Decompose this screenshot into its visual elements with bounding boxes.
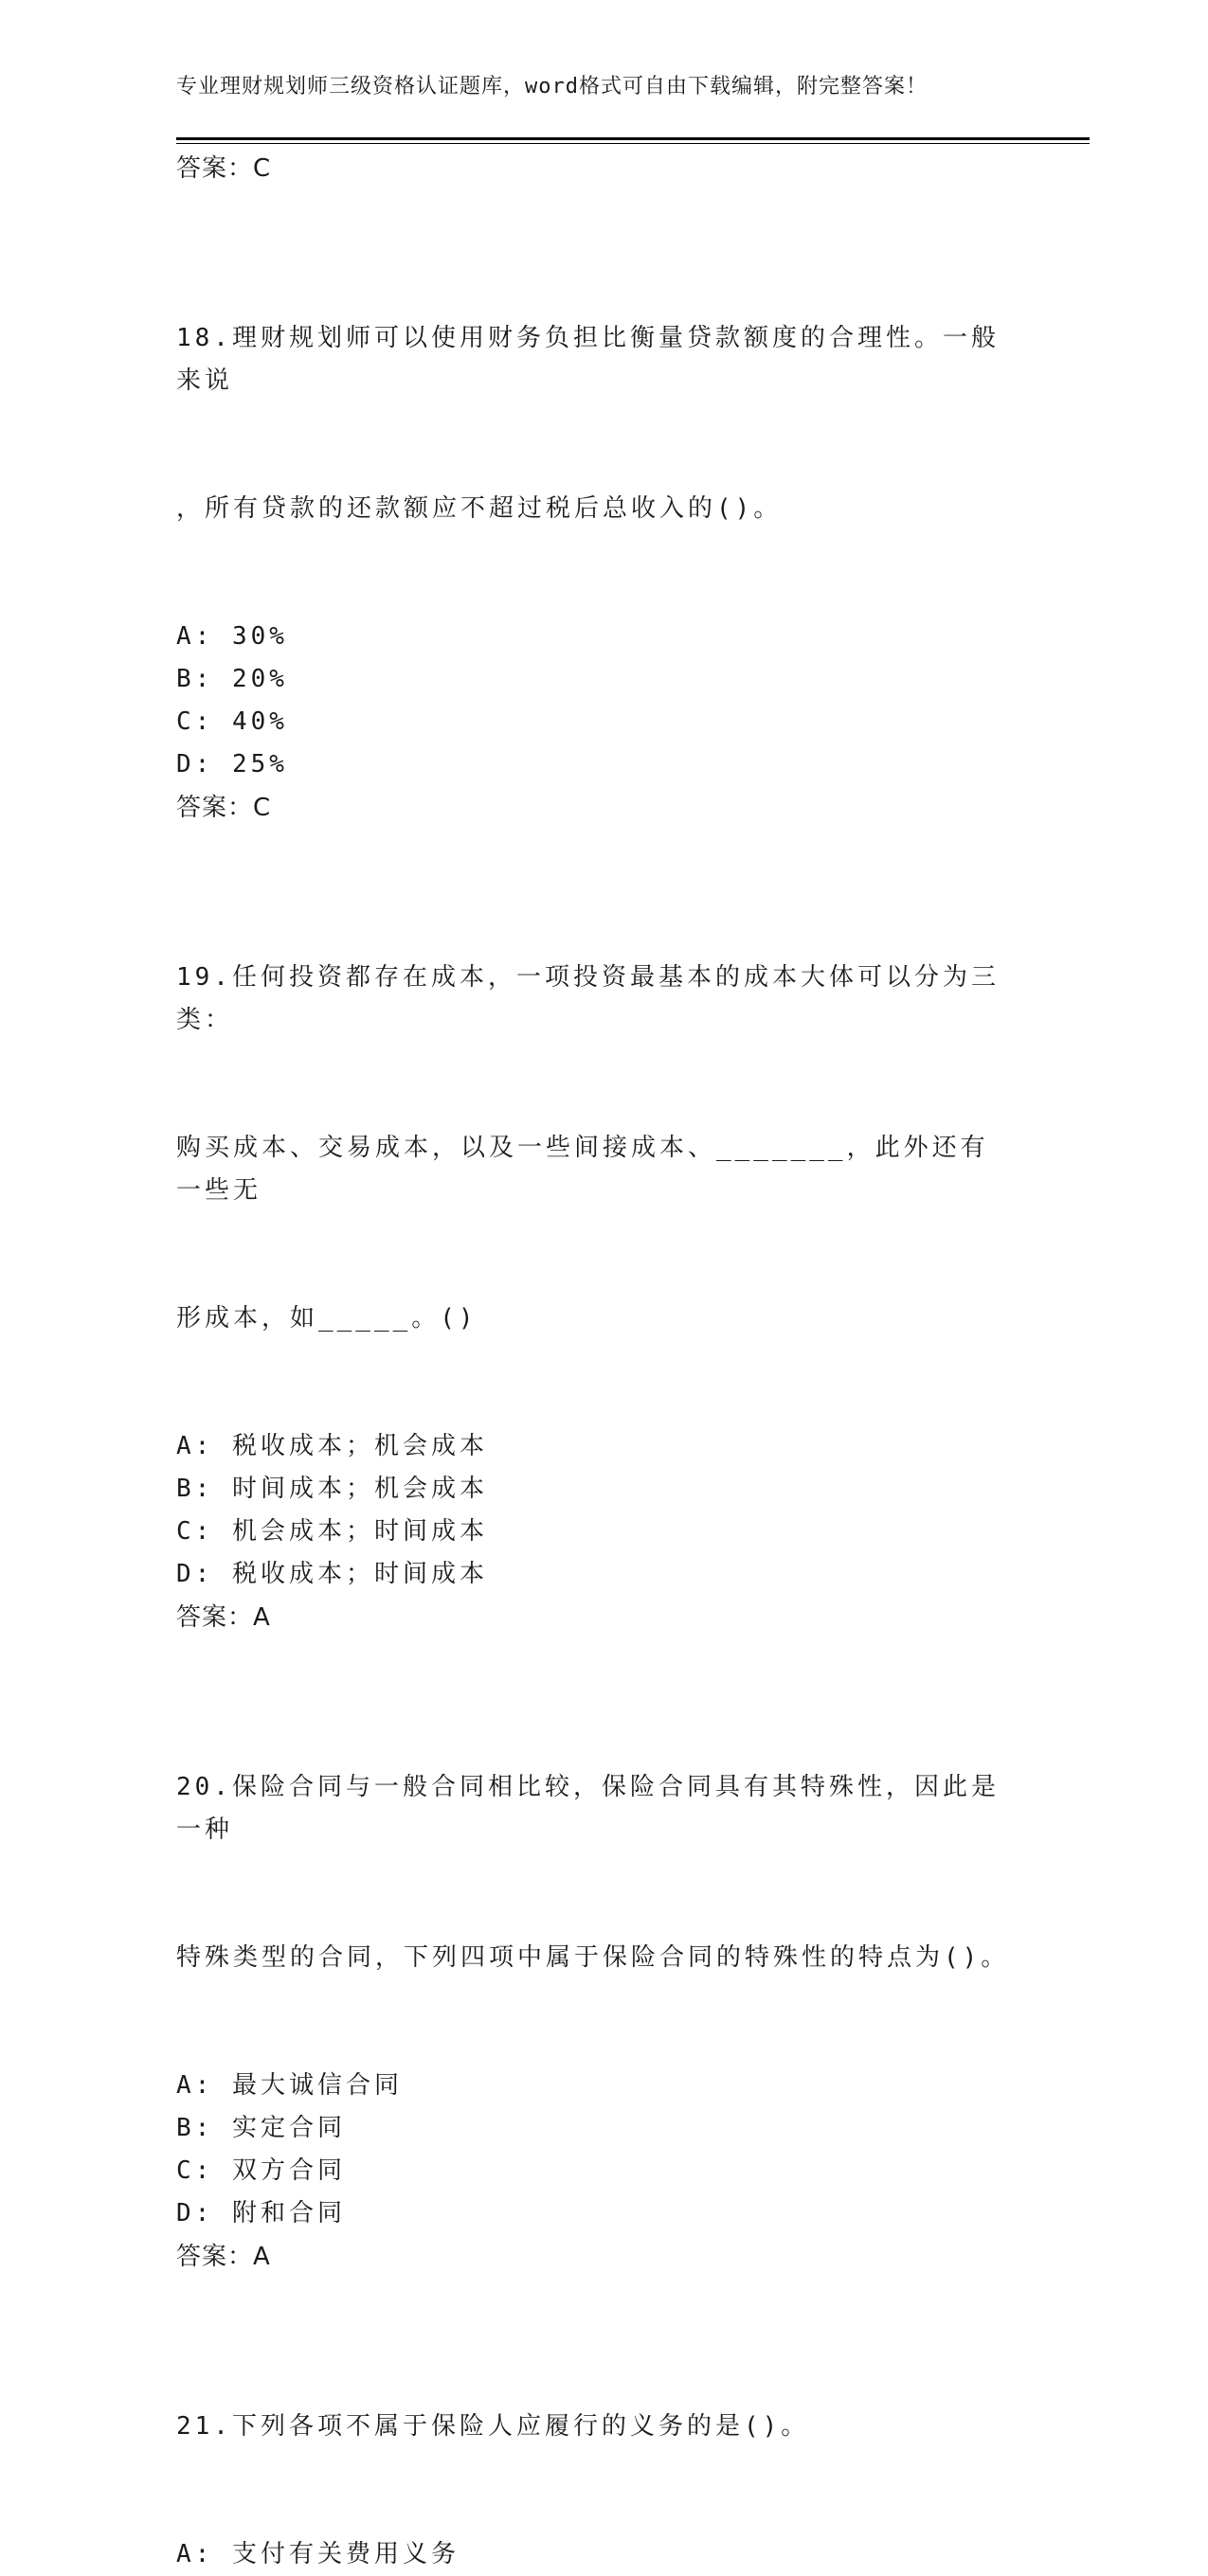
stem-line: 19.任何投资都存在成本，一项投资最基本的成本大体可以分为三类： <box>176 963 1000 1034</box>
answer: 答案：A <box>176 1603 271 1632</box>
spacer <box>176 2279 1029 2320</box>
question-stem <box>176 1681 1010 2065</box>
option-b: B: 实定合同 <box>176 2114 346 2142</box>
option-a: A: 最大诚信合同 <box>176 2071 403 2100</box>
stem-line: 18.理财规划师可以使用财务负担比衡量贷款额度的合理性。一般来说 <box>176 324 1000 395</box>
header-rule-thick <box>176 137 1090 140</box>
page-header: 专业理财规划师三级资格认证题库，word格式可自由下载编辑，附完整答案！ <box>176 75 928 98</box>
option-a: A: 税收成本；机会成本 <box>176 1432 488 1460</box>
question-19 <box>176 871 1029 1639</box>
header-rule-thin <box>176 143 1090 144</box>
option-b: B: 时间成本；机会成本 <box>176 1475 488 1503</box>
option-a: A: 30% <box>176 622 288 651</box>
question-stem <box>176 2320 1010 2533</box>
option-a: A: 支付有关费用义务 <box>176 2540 460 2568</box>
question-20 <box>176 1681 1029 2279</box>
stem-line: 购买成本、交易成本，以及一些间接成本、_______，此外还有一些无 <box>176 1134 989 1205</box>
spacer <box>176 830 1029 871</box>
question-content <box>176 147 1029 2576</box>
option-d: D: 税收成本；时间成本 <box>176 1560 488 1588</box>
option-b: B: 20% <box>176 665 288 693</box>
option-c: C: 双方合同 <box>176 2156 346 2185</box>
stem-line: 21.下列各项不属于保险人应履行的义务的是()。 <box>176 2412 810 2441</box>
stem-line: 特殊类型的合同，下列四项中属于保险合同的特殊性的特点为()。 <box>176 1943 1010 1972</box>
option-d: D: 25% <box>176 750 288 778</box>
question-21 <box>176 2320 1029 2576</box>
option-c: C: 机会成本；时间成本 <box>176 1517 488 1546</box>
stem-line: 20.保险合同与一般合同相比较，保险合同具有其特殊性，因此是一种 <box>176 1773 1000 1844</box>
previous-answer: 答案：C <box>176 154 272 183</box>
stem-line: 形成本，如_____。() <box>176 1304 478 1333</box>
spacer <box>176 1639 1029 1681</box>
question-stem <box>176 871 1010 1425</box>
spacer <box>176 190 1029 232</box>
option-c: C: 40% <box>176 707 288 736</box>
answer: 答案：C <box>176 794 272 822</box>
answer: 答案：A <box>176 2243 271 2271</box>
stem-line: ，所有贷款的还款额应不超过税后总收入的()。 <box>176 494 783 523</box>
option-d: D: 附和合同 <box>176 2199 346 2227</box>
question-stem <box>176 232 1010 616</box>
question-18 <box>176 232 1029 830</box>
